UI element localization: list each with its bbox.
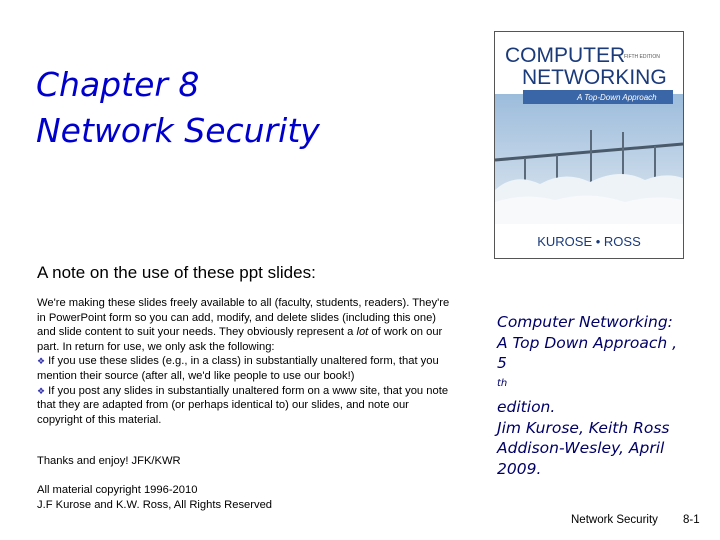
thanks-line: Thanks and enjoy! JFK/KWR: [37, 455, 181, 467]
book-title-line2: NETWORKING: [522, 66, 667, 89]
note-bullet-2-text: If you post any slides in substantially unaltered form on a www site, that you note that they are adapted from (or perhaps identical to) our slides, and note our copyright of this material.: [37, 384, 449, 426]
citation-publisher: Addison-Wesley, April: [497, 439, 665, 458]
copyright-block: [37, 483, 272, 512]
book-authors: KUROSE • ROSS: [537, 234, 641, 249]
citation-authors: Jim Kurose, Keith Ross: [497, 418, 670, 437]
copyright-line-2: J.F Kurose and K.W. Ross, All Rights Reserved: [37, 498, 273, 511]
slide-title: [36, 62, 320, 154]
book-title-line1: COMPUTER: [505, 44, 626, 67]
note-heading: A note on the use of these ppt slides:: [37, 263, 316, 282]
edition-word: edition.: [497, 398, 556, 417]
note-intro: [37, 296, 455, 354]
cloud-layer-front: [495, 195, 683, 224]
citation-edition: [497, 353, 715, 418]
book-subtitle: A Top-Down Approach: [577, 93, 657, 102]
note-bullet-2: [37, 384, 455, 428]
footer-section-label: Network Security: [571, 514, 658, 526]
title-chapter: Chapter 8: [36, 65, 200, 104]
book-edition: FIFTH EDITION: [624, 54, 660, 60]
edition-suffix: th: [497, 377, 508, 389]
note-intro-text: We're making these slides freely available to all (faculty, students, readers). They're in PowerPoint form so you can add, modify, and delete slides (including this one) and slide content to suit your needs. They obviously represent a: [37, 297, 450, 339]
citation-title: Computer Networking:: [497, 313, 673, 331]
book-cover-image: [494, 31, 684, 259]
note-body: [37, 296, 455, 427]
diamond-bullet-icon: ❖: [37, 356, 46, 367]
diamond-bullet-icon: ❖: [37, 385, 46, 396]
note-intro-end: of work on our part. In return for use, we only ask the following:: [37, 326, 443, 353]
citation-subtitle: A Top Down Approach ,: [497, 333, 678, 352]
book-cover-illustration: [495, 32, 683, 258]
note-intro-emphasis: lot: [356, 326, 369, 339]
title-topic: Network Security: [36, 111, 320, 150]
note-bullet-1-text: If you use these slides (e.g., in a class) in substantially unaltered form, that you mention their source (after all, we'd like people to use our book!): [37, 355, 439, 382]
note-bullet-1: [37, 354, 455, 383]
slide-number: 8-1: [683, 514, 700, 526]
book-citation: [497, 312, 715, 479]
edition-number: 5: [497, 354, 507, 372]
citation-year: 2009.: [497, 459, 542, 478]
copyright-line-1: All material copyright 1996-2010: [37, 484, 198, 496]
